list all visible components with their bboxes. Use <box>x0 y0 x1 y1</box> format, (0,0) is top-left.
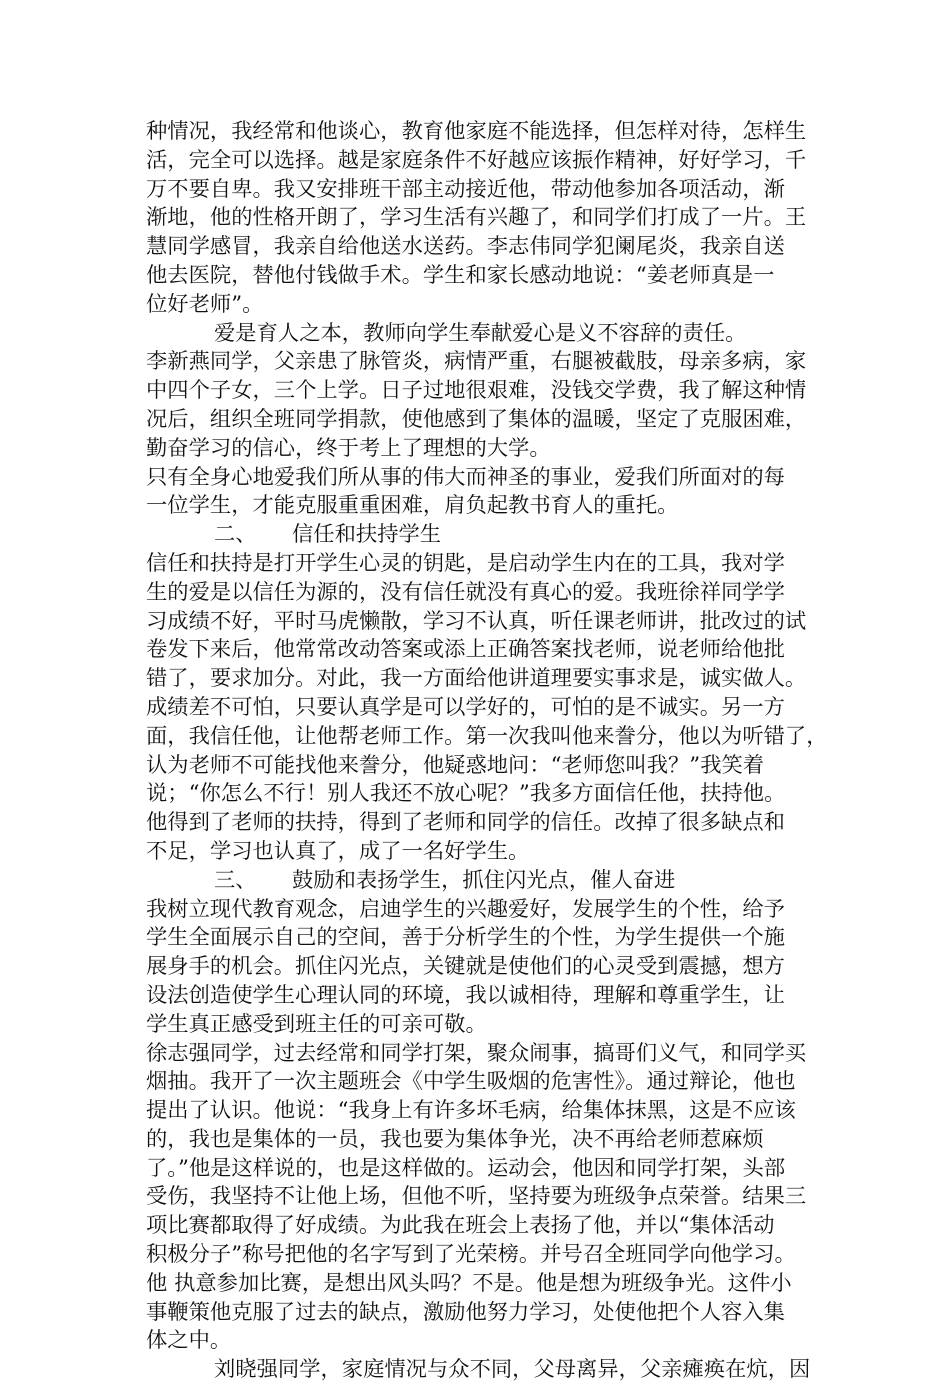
text-line: 生的爱是以信任为源的，没有信任就没有真心的爱。我班徐祥同学学 <box>146 579 785 605</box>
text-line: 中四个子女，三个上学。日子过地很艰难，没钱交学费，我了解这种情 <box>146 378 807 404</box>
text-line: 他得到了老师的扶持，得到了老师和同学的信任。改掉了很多缺点和 <box>146 810 785 836</box>
text-line: 展身手的机会。抓住闪光点，关键就是使他们的心灵受到震撼，想方 <box>146 954 785 980</box>
text-line: 我树立现代教育观念，启迪学生的兴趣爱好，发展学生的个性，给予 <box>146 896 785 922</box>
section-number: 二、 <box>214 522 257 548</box>
text-line: 渐地，他的性格开朗了，学习生活有兴趣了，和同学们打成了一片。王 <box>146 205 807 231</box>
text-line: 一位学生，才能克服重重困难，肩负起教书育人的重托。 <box>146 493 679 519</box>
text-line: 只有全身心地爱我们所从事的伟大而神圣的事业，爱我们所面对的每 <box>146 464 785 490</box>
paragraph-start-line: 爱是育人之本，教师向学生奉献爱心是义不容辞的责任。 <box>214 320 747 346</box>
text-line: 卷发下来后，他常常改动答案或添上正确答案找老师，说老师给他批 <box>146 637 785 663</box>
text-line: 习成绩不好，平时马虎懒散，学习不认真，听任课老师讲，批改过的试 <box>146 608 807 634</box>
text-line: 的，我也是集体的一员，我也要为集体争光，决不再给老师惹麻烦 <box>146 1126 764 1152</box>
section-heading-2 <box>146 521 826 550</box>
section-heading-3 <box>146 867 826 896</box>
text-line: 慧同学感冒，我亲自给他送水送药。李志伟同学犯阑尾炎，我亲自送 <box>146 234 785 260</box>
text-line: 学生全面展示自己的空间，善于分析学生的个性，为学生提供一个施 <box>146 925 785 951</box>
text-line: 种情况，我经常和他谈心，教育他家庭不能选择，但怎样对待，怎样生 <box>146 119 807 144</box>
text-line: 说；“你怎么不行！别人我还不放心呢？”我多方面信任他，扶持他。 <box>146 781 786 807</box>
text-line: 他 执意参加比赛，是想出风头吗？不是。他是想为班级争光。这件小 <box>146 1270 792 1296</box>
text-line: 况后，组织全班同学捐款，使他感到了集体的温暖，坚定了克服困难， <box>146 406 807 432</box>
text-line: 受伤，我坚持不让他上场，但他不听，坚持要为班级争点荣誉。结果三 <box>146 1184 807 1210</box>
section-number: 三、 <box>214 867 257 893</box>
text-line: 积极分子”称号把他的名字写到了光荣榜。并号召全班同学向他学习。 <box>146 1242 796 1268</box>
text-line: 徐志强同学，过去经常和同学打架，聚众闹事，搞哥们义气，和同学买 <box>146 1040 807 1066</box>
section-title: 鼓励和表扬学生，抓住闪光点，催人奋进 <box>292 867 676 893</box>
text-line: 设法创造使学生心理认同的环境，我以诚相待，理解和尊重学生，让 <box>146 982 785 1008</box>
text-line: 学生真正感受到班主任的可亲可敬。 <box>146 1011 487 1037</box>
text-line: 认为老师不可能找他来誊分，他疑惑地问：“老师您叫我？”我笑着 <box>146 752 765 778</box>
text-line: 不足，学习也认真了，成了一名好学生。 <box>146 838 530 864</box>
section-title: 信任和扶持学生 <box>292 522 442 548</box>
body-text <box>146 118 826 1385</box>
text-line: 提出了认识。他说：“我身上有许多坏毛病，给集体抹黑，这是不应该 <box>146 1098 796 1124</box>
text-line: 事鞭策他克服了过去的缺点，激励他努力学习，处使他把个人容入集 <box>146 1299 785 1325</box>
text-line: 万不要自卑。我又安排班干部主动接近他，带动他参加各项活动，渐 <box>146 176 785 202</box>
text-line: 活，完全可以选择。越是家庭条件不好越应该振作精神，好好学习，千 <box>146 147 807 173</box>
text-line: 错了，要求加分。对此，我一方面给他讲道理要实事求是，诚实做人。 <box>146 666 807 692</box>
text-line: 位好老师”。 <box>146 291 264 317</box>
text-line: 体之中。 <box>146 1328 232 1354</box>
text-line: 了。”他是这样说的，也是这样做的。运动会，他因和同学打架，头部 <box>146 1155 786 1181</box>
text-line: 烟抽。我开了一次主题班会《中学生吸烟的危害性》。通过辩论，他也 <box>146 1069 796 1095</box>
text-line: 信任和扶持是打开学生心灵的钥匙，是启动学生内在的工具，我对学 <box>146 550 785 576</box>
text-line: 项比赛都取得了好成绩。为此我在班会上表扬了他，并以“集体活动 <box>146 1213 775 1239</box>
text-line: 李新燕同学，父亲患了脉管炎，病情严重，右腿被截肢，母亲多病，家 <box>146 349 807 375</box>
paragraph-start-line: 刘晓强同学，家庭情况与众不同，父母离异，父亲瘫痪在炕，因 <box>214 1357 811 1383</box>
text-line: 面，我信任他，让他帮老师工作。第一次我叫他来誊分，他以为听错了， <box>146 723 828 749</box>
text-line: 勤奋学习的信心，终于考上了理想的大学。 <box>146 435 551 461</box>
text-line: 成绩差不可怕，只要认真学是可以学好的，可怕的是不诚实。另一方 <box>146 694 785 720</box>
text-line: 他去医院，替他付钱做手术。学生和家长感动地说：“姜老师真是一 <box>146 262 775 288</box>
